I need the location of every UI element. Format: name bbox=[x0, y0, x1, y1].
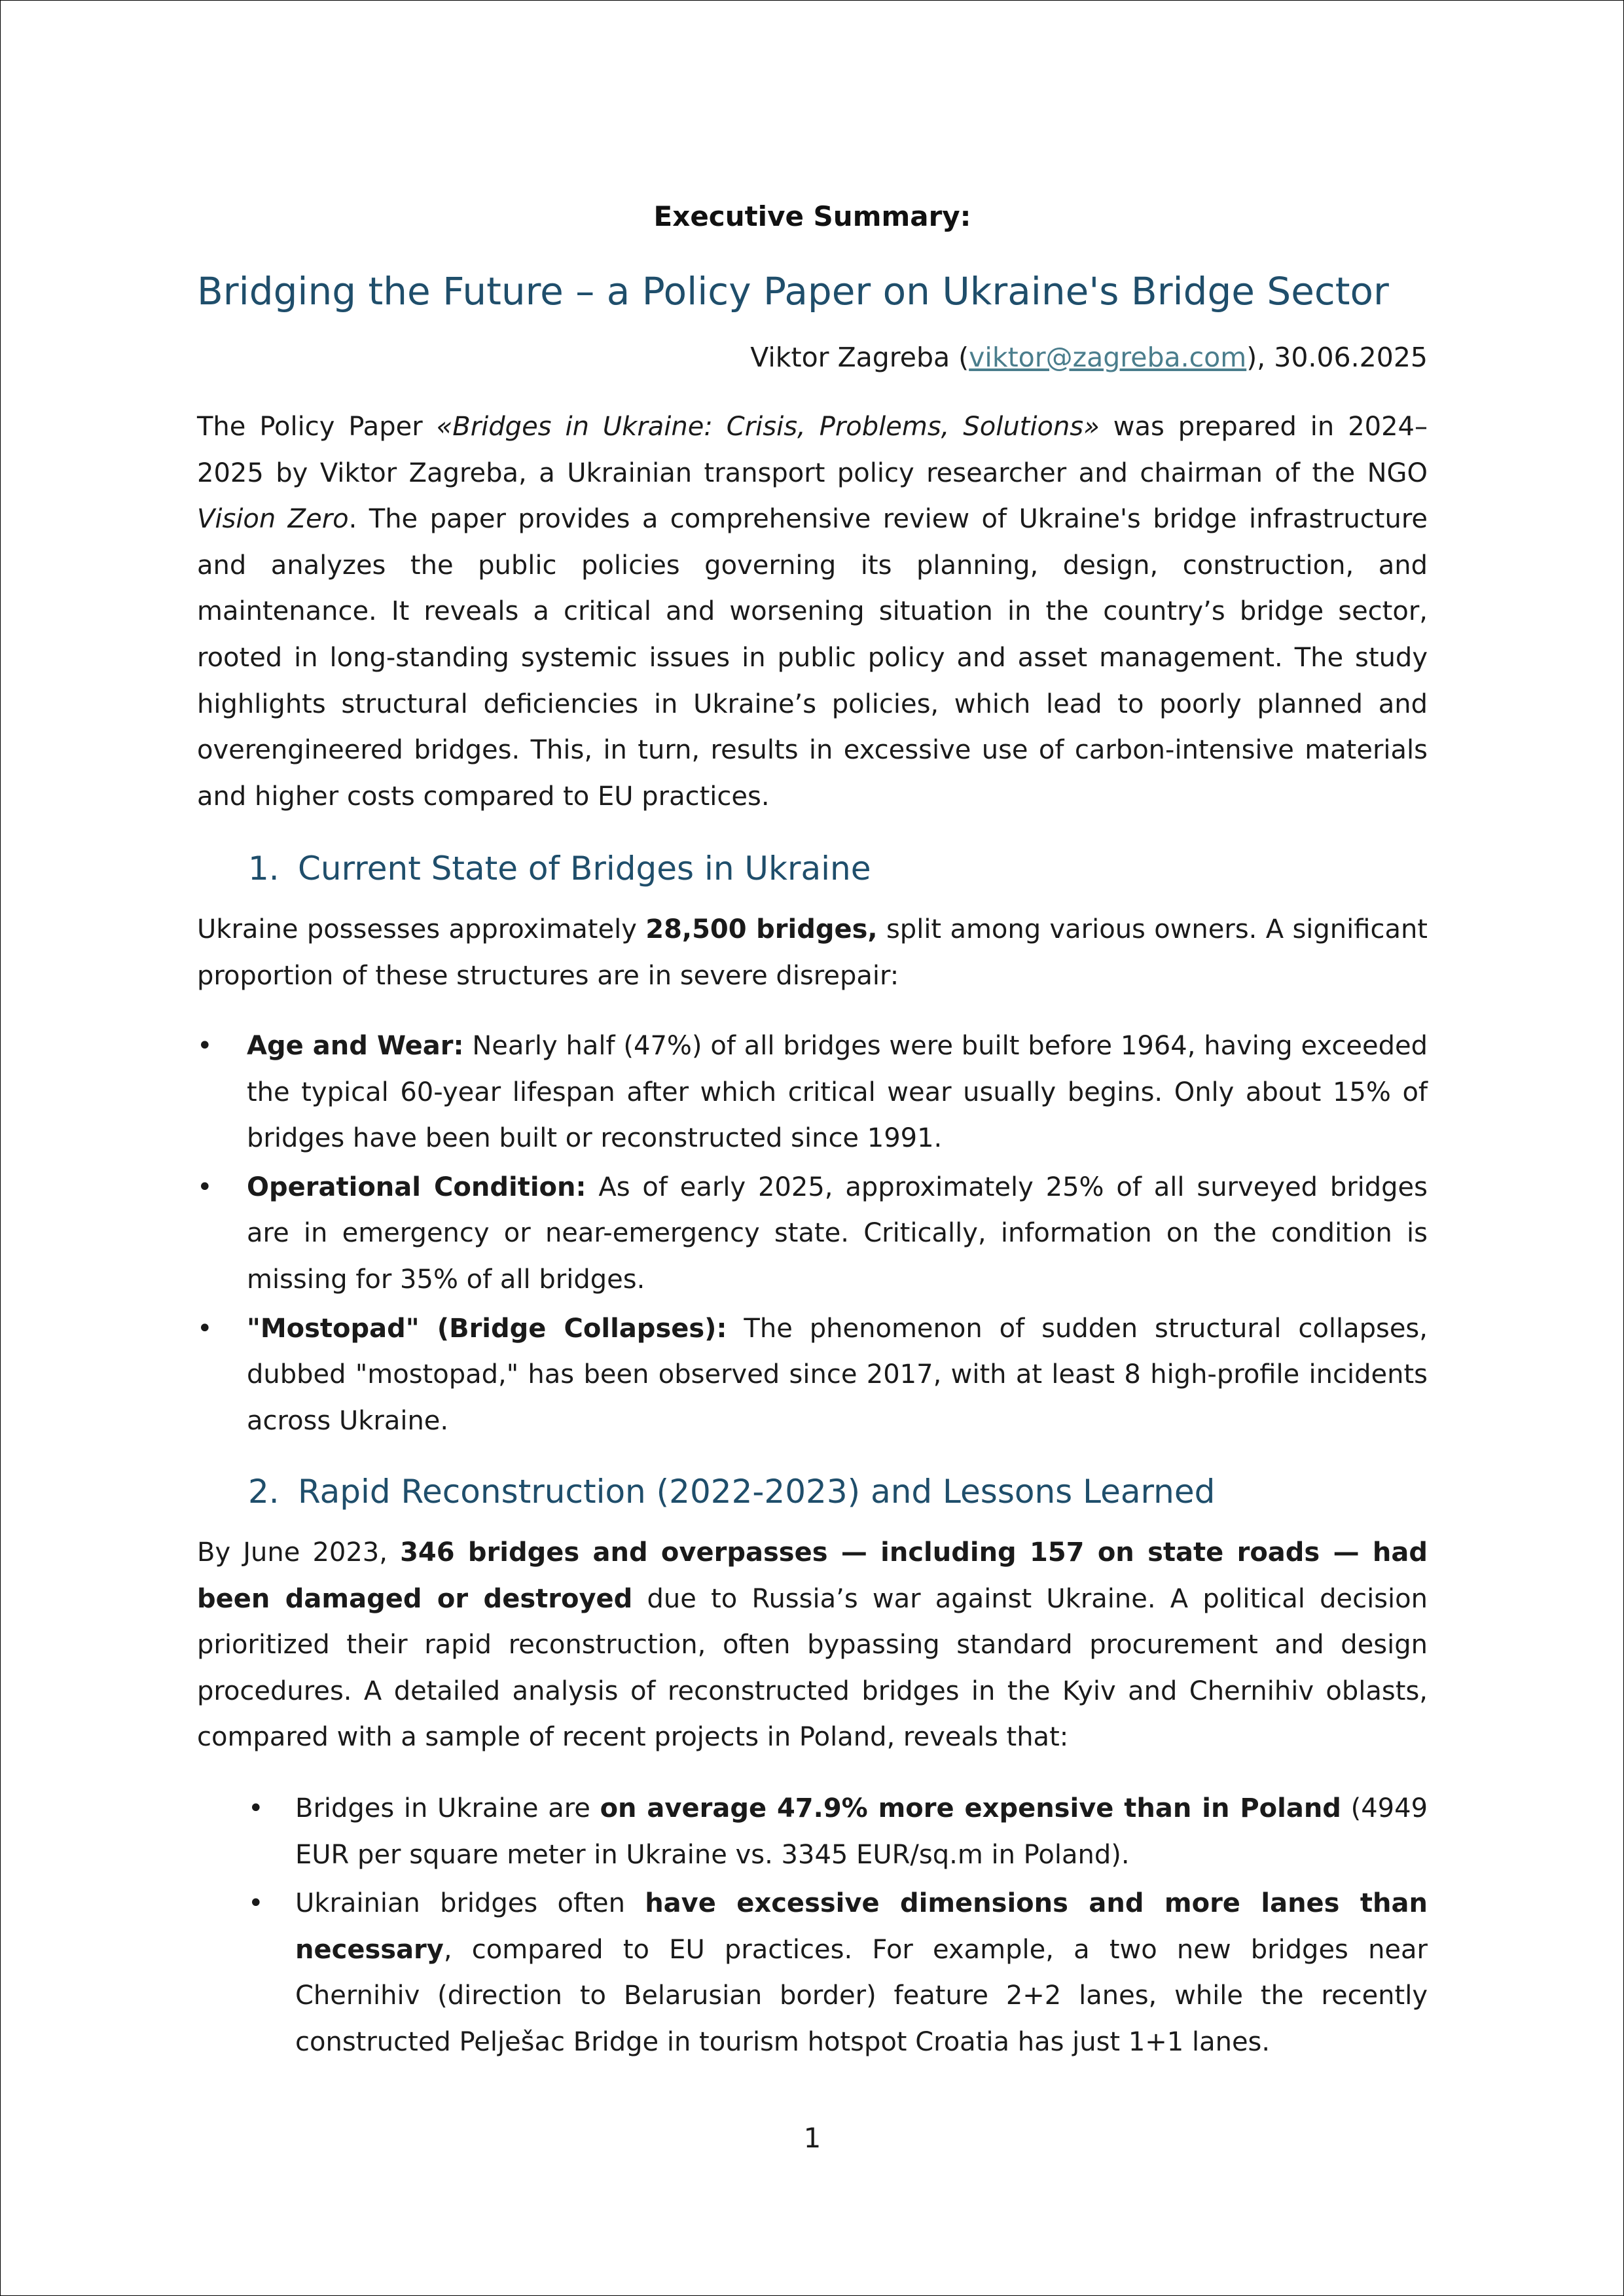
section-2-text-2: due to Russia’s war against Ukraine. A political decision prioritized their rapid reconstruction, often bypassing standard procurement and design procedures. A detailed analysis of reconstructed bridges in the Kyiv and Chernihiv oblasts, compared with a sample of recent projects in Poland, reveals that: bbox=[197, 1583, 1428, 1753]
section-2-paragraph bbox=[197, 1530, 1428, 1761]
bullet-text-post: , compared to EU practices. For example, a two new bridges near Chernihiv (direction to Belarusian border) feature 2+2 lanes, while the recently constructed Pelješac Bridge in tourism hotspot Croatia has just 1+1 lanes. bbox=[295, 1934, 1428, 2057]
bullet-icon: • bbox=[197, 1031, 213, 1061]
list-item bbox=[248, 1880, 1428, 2065]
bullet-text: The phenomenon of sudden structural collapses, dubbed "mostopad," has been observed since 2017, with at least 8 high-profile incidents across Ukraine. bbox=[247, 1313, 1428, 1436]
page-number: 1 bbox=[803, 2122, 821, 2154]
bullet-icon: • bbox=[248, 1888, 264, 1919]
bullet-text: Nearly half (47%) of all bridges were built before 1964, having exceeded the typical 60-year lifespan after which critical wear usually begins. Only about 15% of bridges have been built or reconstructed since 1991. bbox=[247, 1031, 1428, 1154]
list-item bbox=[197, 1164, 1428, 1303]
section-2-heading bbox=[248, 1465, 1426, 1518]
section-1-title: Current State of Bridges in Ukraine bbox=[298, 850, 871, 888]
bullet-label: Operational Condition: bbox=[247, 1172, 586, 1202]
section-1-text-2: split among various owners. A significant proportion of these structures are in severe disrepair: bbox=[197, 914, 1428, 991]
bullet-icon: • bbox=[197, 1313, 213, 1344]
section-2-title: Rapid Reconstruction (2022-2023) and Lessons Learned bbox=[298, 1473, 1216, 1511]
intro-paragraph bbox=[197, 404, 1428, 819]
bullet-icon: • bbox=[197, 1172, 213, 1202]
list-item bbox=[197, 1023, 1428, 1162]
bullet-text-pre: Ukrainian bridges often bbox=[295, 1888, 645, 1919]
intro-text-3: . The paper provides a comprehensive review of Ukraine's bridge infrastructure and analyzes the public policies governing its planning, design, construction, and maintenance. It reveals a critical and worsening situation in the country’s bridge sector, rooted in long-standing systemic issues in public policy and asset management. The study highlights structural deficiencies in Ukraine’s policies, which lead to poorly planned and overengineered bridges. This, in turn, results in excessive use of carbon-intensive materials and higher costs compared to EU practices. bbox=[197, 504, 1428, 812]
list-item bbox=[197, 1306, 1428, 1444]
document-title: Bridging the Future – a Policy Paper on Ukraine's Bridge Sector bbox=[197, 269, 1389, 314]
intro-ngo-name: Vision Zero bbox=[197, 504, 349, 535]
bullet-bold: have excessive dimensions and more lanes than necessary bbox=[295, 1888, 1428, 1965]
author-date: ), 30.06.2025 bbox=[1246, 342, 1428, 373]
author-line bbox=[197, 334, 1428, 380]
bullet-label: Age and Wear: bbox=[247, 1031, 464, 1061]
section-2-bold: 346 bridges and overpasses — including 157 on state roads — had been damaged or destroyed bbox=[197, 1537, 1428, 1614]
list-item bbox=[248, 1785, 1428, 1878]
section-2-bullet-list bbox=[248, 1785, 1428, 2068]
executive-summary-label: Executive Summary: bbox=[653, 200, 971, 232]
bullet-text-pre: Bridges in Ukraine are bbox=[295, 1793, 600, 1823]
bullet-text-post: (4949 EUR per square meter in Ukraine vs. 3345 EUR/sq.m in Poland). bbox=[295, 1793, 1428, 1870]
intro-paper-title: «Bridges in Ukraine: Crisis, Problems, Solutions» bbox=[436, 412, 1100, 442]
section-2-text-1: By June 2023, bbox=[197, 1537, 401, 1568]
section-2-number: 2. bbox=[248, 1473, 280, 1511]
section-1-heading bbox=[248, 842, 1426, 895]
section-1-bold: 28,500 bridges, bbox=[645, 914, 878, 944]
intro-text-2: was prepared in 2024–2025 by Viktor Zagreba, a Ukrainian transport policy researcher and chairman of the NGO bbox=[197, 412, 1428, 488]
author-email-link[interactable]: viktor@zagreba.com bbox=[969, 342, 1247, 373]
intro-text-1: The Policy Paper bbox=[197, 412, 437, 442]
section-1-paragraph bbox=[197, 906, 1428, 999]
bullet-bold: on average 47.9% more expensive than in Poland bbox=[600, 1793, 1341, 1823]
bullet-text: As of early 2025, approximately 25% of all surveyed bridges are in emergency or near-emergency state. Critically, information on the condition is missing for 35% of all bridges. bbox=[247, 1172, 1428, 1295]
section-1-text-1: Ukraine possesses approximately bbox=[197, 914, 646, 944]
section-1-bullet-list bbox=[197, 1023, 1428, 1446]
section-1-number: 1. bbox=[248, 850, 280, 888]
author-name: Viktor Zagreba ( bbox=[750, 342, 969, 373]
bullet-label: "Mostopad" (Bridge Collapses): bbox=[247, 1313, 727, 1344]
bullet-icon: • bbox=[248, 1793, 264, 1823]
